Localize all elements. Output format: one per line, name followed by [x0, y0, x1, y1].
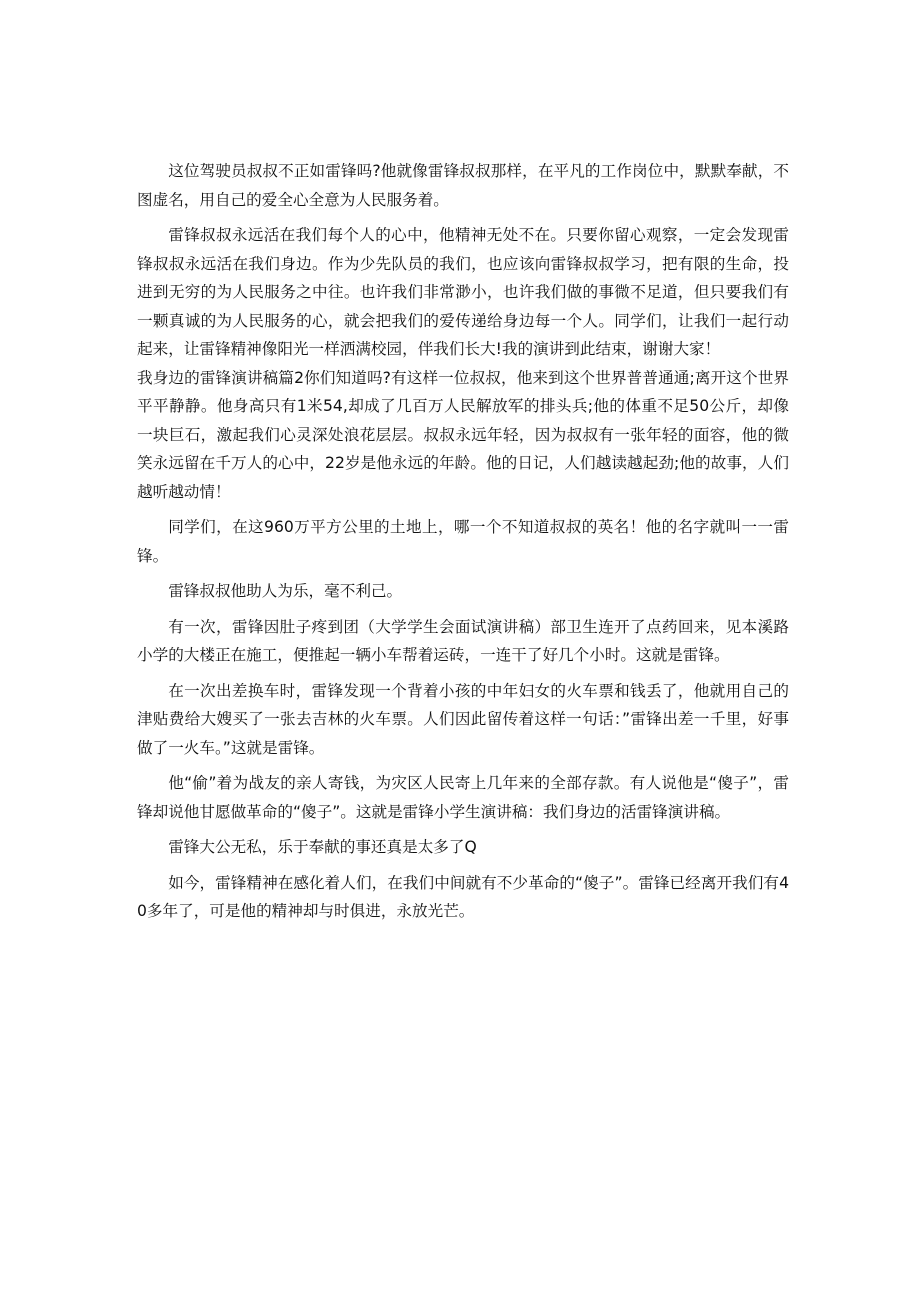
paragraph-train-ticket: 在一次出差换车时，雷锋发现一个背着小孩的中年妇女的火车票和钱丢了，他就用自己的津贴费给大嫂买了一张去吉林的火车票。人们因此留传着这样一句话：”雷锋出差一千里，好事做了一火车。”这就是雷锋。: [137, 681, 789, 757]
paragraph-speech-part-2: 我身边的雷锋演讲稿篇2你们知道吗?有这样一位叔叔，他来到这个世界普普通通;离开这个世界平平静静。他身高只有1米54,却成了几百万人民解放军的排头兵;他的体重不足50公斤，却像一块巨石，激起我们心灵深处浪花层层。叔叔永远年轻，因为叔叔有一张年轻的面容，他的微笑永远留在千万人的心中，22岁是他永远的年龄。他的日记，人们越读越起劲;他的故事，人们越听越动情！: [137, 368, 789, 501]
paragraph-fool-for-revolution: 他“偷”着为战友的亲人寄钱，为灾区人民寄上几年来的全部存款。有人说他是“傻子”，雷锋却说他甘愿做革命的“傻子”。这就是雷锋小学生演讲稿：我们身边的活雷锋演讲稿。: [137, 774, 789, 821]
paragraph-spirit-lives-on: 如今，雷锋精神在感化着人们，在我们中间就有不少革命的“傻子”。雷锋已经离开我们有40多年了，可是他的精神却与时俱进，永放光芒。: [137, 873, 789, 920]
paragraph-carrying-bricks: 有一次，雷锋因肚子疼到团（大学学生会面试演讲稿）部卫生连开了点药回来，见本溪路小学的大楼正在施工，便推起一辆小车帮着运砖，一连干了好几个小时。这就是雷锋。: [137, 617, 789, 664]
document-page: [137, 157, 789, 926]
paragraph-leifeng-in-our-hearts: 雷锋叔叔永远活在我们每个人的心中，他精神无处不在。只要你留心观察，一定会发现雷锋叔叔永远活在我们身边。作为少先队员的我们，也应该向雷锋叔叔学习，把有限的生命，投进到无穷的为人民服务之中往。也许我们非常渺小，也许我们做的事微不足道，但只要我们有一颗真诚的为人民服务的心，就会把我们的爱传递给身边每一个人。同学们，让我们一起行动起来，让雷锋精神像阳光一样洒满校园，伴我们长大!我的演讲到此结束，谢谢大家！: [137, 226, 789, 358]
paragraph-famous-name: 同学们，在这960万平方公里的土地上，哪一个不知道叔叔的英名！他的名字就叫一一雷锋。: [137, 518, 789, 565]
paragraph-driver-like-leifeng: 这位驾驶员叔叔不正如雷锋吗?他就像雷锋叔叔那样，在平凡的工作岗位中，默默奉献，不图虚名，用自己的爱全心全意为人民服务着。: [137, 162, 789, 209]
paragraph-helping-others: 雷锋叔叔他助人为乐，毫不利己。: [168, 582, 403, 600]
paragraph-selfless: 雷锋大公无私，乐于奉献的事还真是太多了Q: [168, 838, 477, 856]
